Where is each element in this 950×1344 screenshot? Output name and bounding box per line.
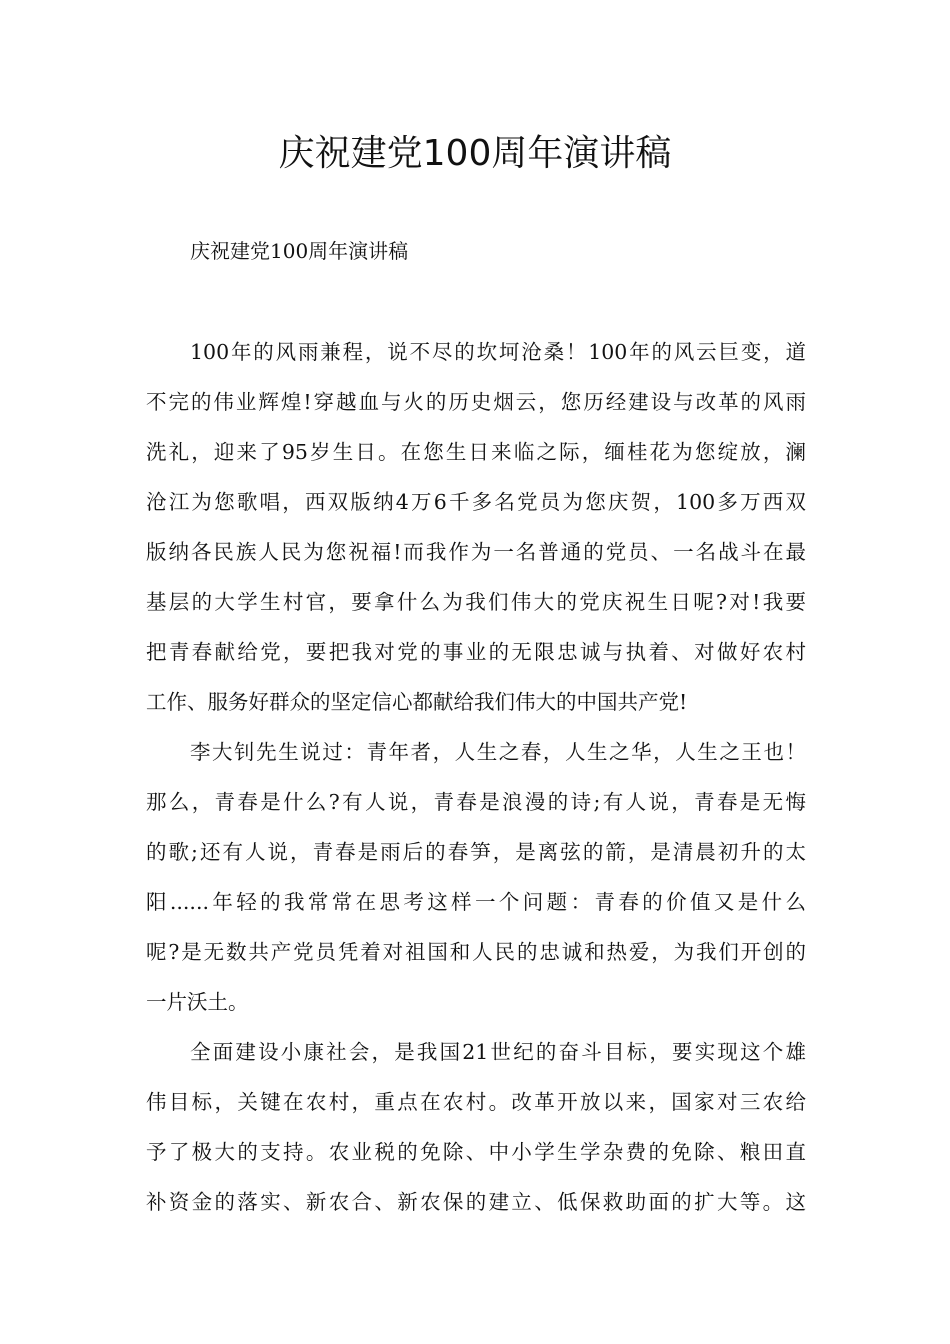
paragraph-line: 一片沃土。 [146,990,249,1014]
paragraph-line: 洗礼，迎来了95岁生日。在您生日来临之际，缅桂花为您绽放，澜 [146,440,806,464]
document-subtitle: 庆祝建党100周年演讲稿 [190,239,409,263]
paragraph-line: 把青春献给党，要把我对党的事业的无限忠诚与执着、对做好农村 [146,640,806,664]
paragraph-line: 呢?是无数共产党员凭着对祖国和人民的忠诚和热爱，为我们开创的 [146,940,806,964]
paragraph-line: 伟目标，关键在农村，重点在农村。改革开放以来，国家对三农给 [146,1090,806,1114]
paragraph-line: 那么，青春是什么?有人说，青春是浪漫的诗;有人说，青春是无悔 [146,790,806,814]
paragraph-line: 不完的伟业辉煌!穿越血与火的历史烟云，您历经建设与改革的风雨 [146,390,806,414]
paragraph-line: 版纳各民族人民为您祝福!而我作为一名普通的党员、一名战斗在最 [146,540,806,564]
paragraph-line: 阳......年轻的我常常在思考这样一个问题：青春的价值又是什么 [146,890,806,914]
paragraph-line: 工作、服务好群众的坚定信心都献给我们伟大的中国共产党! [146,690,688,714]
paragraph-line: 补资金的落实、新农合、新农保的建立、低保救助面的扩大等。这 [146,1190,806,1214]
paragraph-line: 100年的风雨兼程，说不尽的坎坷沧桑！100年的风云巨变，道 [190,340,806,364]
paragraph-line: 予了极大的支持。农业税的免除、中小学生学杂费的免除、粮田直 [146,1140,806,1164]
paragraph-line: 全面建设小康社会，是我国21世纪的奋斗目标，要实现这个雄 [190,1040,806,1064]
paragraph-line: 的歌;还有人说，青春是雨后的春笋，是离弦的箭，是清晨初升的太 [146,840,806,864]
paragraph-line: 基层的大学生村官，要拿什么为我们伟大的党庆祝生日呢?对!我要 [146,590,806,614]
paragraph-line: 沧江为您歌唱，西双版纳4万6千多名党员为您庆贺，100多万西双 [146,490,806,514]
paragraph-line: 李大钊先生说过：青年者，人生之春，人生之华，人生之王也！ [190,740,806,764]
document-title: 庆祝建党100周年演讲稿 [278,133,672,174]
